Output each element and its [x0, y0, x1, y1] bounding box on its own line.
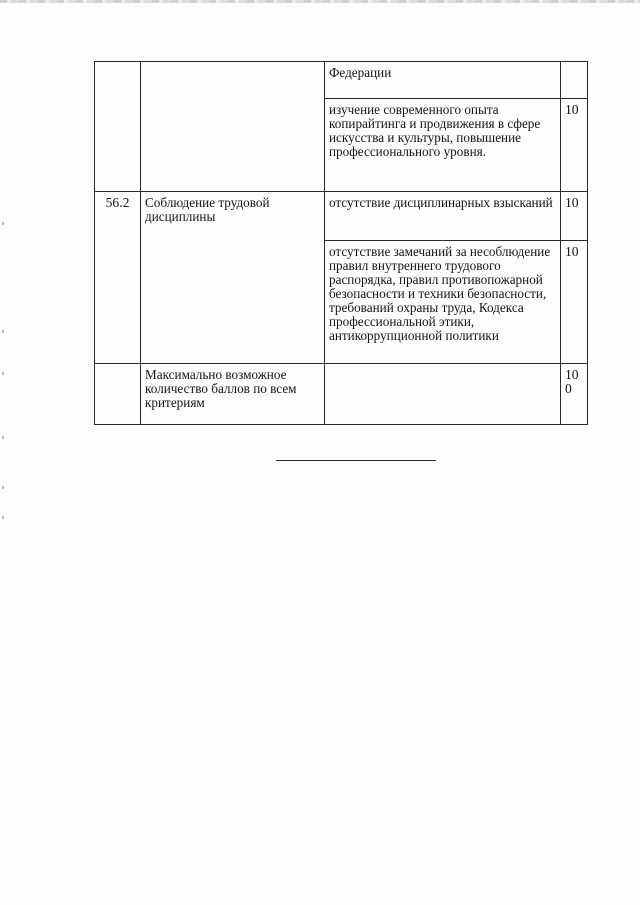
row-number-cell [95, 62, 141, 192]
criteria-table [94, 61, 588, 425]
row-number-cell: 56.2 [95, 192, 141, 364]
scan-artifact-dot [2, 486, 4, 489]
table-row [95, 364, 588, 425]
end-of-document-rule [276, 460, 436, 461]
scan-artifact-dot [2, 222, 4, 225]
row-number-cell [95, 364, 141, 425]
scan-artifact-dot [2, 372, 4, 375]
criterion-cell: Максимально возможное количество баллов по всем критериям [141, 364, 325, 425]
indicator-cell: изучение современного опыта копирайтинга и продвижения в сфере искусства и культуры, повышение профессионального уровня. [325, 99, 561, 192]
indicator-cell: Федерации [325, 62, 561, 99]
points-cell: 100 [561, 364, 588, 425]
criterion-cell: Соблюдение трудовой дисциплины [141, 192, 325, 364]
indicator-cell [325, 364, 561, 425]
scan-artifact-top-edge [0, 0, 640, 3]
indicator-cell: отсутствие дисциплинарных взысканий [325, 192, 561, 241]
points-cell: 10 [561, 192, 588, 241]
scan-artifact-dot [2, 516, 4, 519]
points-cell: 10 [561, 241, 588, 364]
points-cell [561, 62, 588, 99]
scan-artifact-dot [2, 330, 4, 333]
points-cell: 10 [561, 99, 588, 192]
table-row [95, 62, 588, 99]
table-row [95, 192, 588, 241]
criterion-cell [141, 62, 325, 192]
scan-artifact-dot [2, 436, 4, 439]
indicator-cell: отсутствие замечаний за несоблюдение правил внутреннего трудового распорядка, правил противопожарной безопасности и техники безопасности, требований охраны труда, Кодекса профессиональной этики, антикоррупционной политики [325, 241, 561, 364]
